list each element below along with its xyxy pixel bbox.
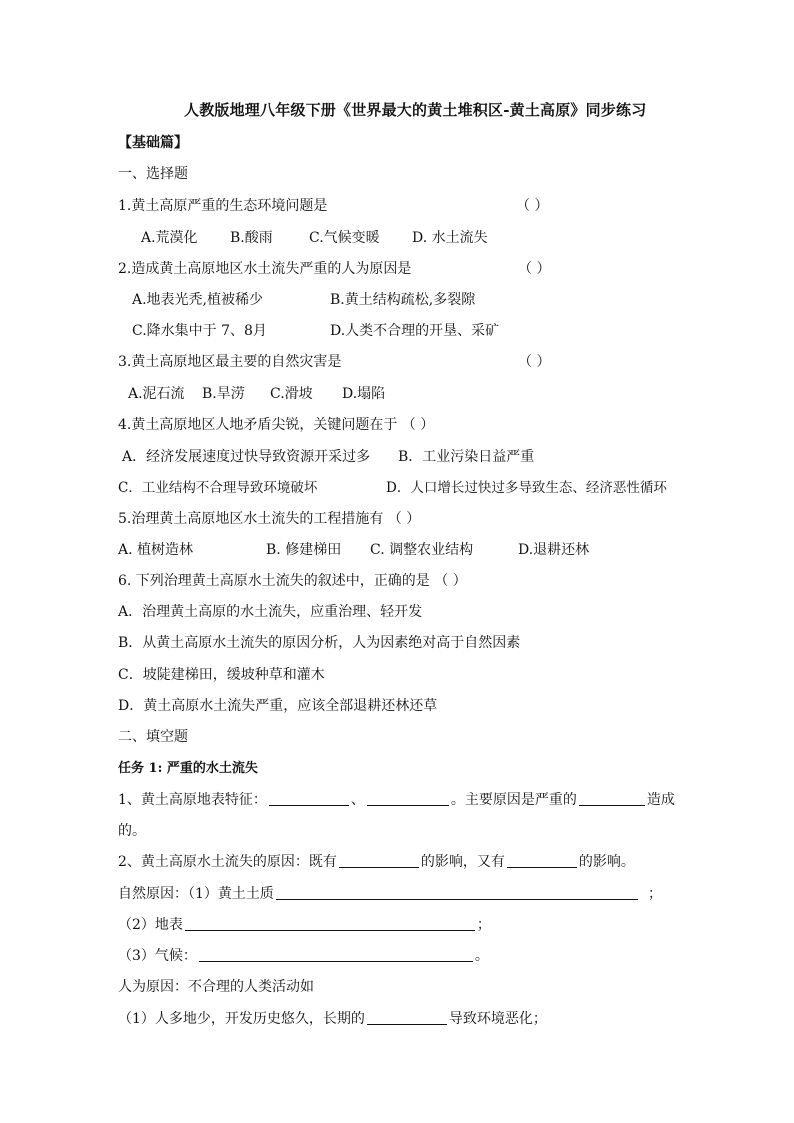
q3-option-c: C.滑坡 — [270, 386, 313, 402]
fill2-blank-2[interactable] — [507, 853, 577, 868]
q4-option-c: C．工业结构不合理导致环境破坏 — [118, 480, 318, 496]
fill1-text-a: 1、黄土高原地表特征： — [118, 792, 267, 808]
q3-option-b: B.旱涝 — [202, 386, 245, 402]
q6-option-a: A．治理黄土高原的水土流失，应重治理、轻开发 — [118, 604, 423, 620]
fill1-text-c: 造成 — [646, 792, 675, 808]
q4-stem: 4.黄土高原地区人地矛盾尖锐，关键问题在于 （ ） — [118, 417, 435, 433]
q2-option-b: B.黄土结构疏松,多裂隙 — [330, 292, 476, 308]
fill2-text-b: 的影响，又有 — [420, 854, 505, 870]
q4-option-d: D．人口增长过快过多导致生态、经济恶性循环 — [386, 480, 667, 496]
q4-option-a: A．经济发展速度过快导致资源开采过多 — [122, 449, 371, 465]
q5-option-d: D.退耕还林 — [518, 542, 590, 558]
human-cause-line: 人为原因：不合理的人类活动如 — [118, 979, 314, 995]
q1-option-c: C.气候变暖 — [309, 230, 380, 246]
fill1-blank-2[interactable] — [367, 791, 449, 806]
natural-cause-line — [118, 885, 640, 903]
q5-option-b: B. 修建梯田 — [266, 542, 342, 558]
natural-blank-2[interactable] — [185, 916, 475, 931]
fill1-sep: 、 — [350, 792, 365, 808]
fill1-blank-3[interactable] — [579, 791, 645, 806]
q1-option-a: A.荒漠化 — [141, 230, 198, 246]
q1-option-d: D. 水土流失 — [412, 230, 488, 246]
q1-paren: （ ） — [516, 198, 549, 214]
natural-semi: ； — [648, 886, 662, 902]
q5-option-c: C. 调整农业结构 — [370, 542, 474, 558]
q6-option-d: D．黄土高原水土流失严重，应该全部退耕还林还草 — [118, 698, 438, 714]
q2-paren: （ ） — [518, 261, 551, 277]
natural-2-end: ； — [476, 917, 491, 933]
fill1-text-b: 。主要原因是严重的 — [450, 792, 577, 808]
q4-option-b: B．工业污染日益严重 — [398, 449, 535, 465]
human-1-text: （1）人多地少，开发历史悠久，长期的 — [118, 1011, 365, 1027]
q3-option-d: D.塌陷 — [342, 386, 386, 402]
fill2-text-c: 的影响。 — [578, 854, 635, 870]
fill1-cont: 的。 — [118, 823, 146, 839]
fill2-line — [118, 853, 635, 871]
q2-stem: 2.造成黄土高原地区水土流失严重的人为原因是 — [118, 261, 412, 277]
natural-2-line — [118, 916, 491, 934]
natural-2-text: （2）地表 — [118, 917, 183, 933]
q2-option-c: C.降水集中于 7、8月 — [132, 323, 267, 339]
fill1-blank-1[interactable] — [269, 791, 349, 806]
q5-option-a: A. 植树造林 — [118, 542, 194, 558]
q1-stem: 1.黄土高原严重的生态环境问题是 — [118, 198, 328, 214]
section-basic: 【基础篇】 — [118, 135, 188, 151]
q3-stem: 3.黄土高原地区最主要的自然灾害是 — [118, 354, 342, 370]
section-choice: 一、选择题 — [118, 166, 188, 182]
q2-option-a: A.地表光秃,植被稀少 — [132, 292, 264, 308]
q3-option-a: A.泥石流 — [128, 386, 185, 402]
q2-option-d: D.人类不合理的开垦、采矿 — [330, 323, 500, 339]
natural-3-end: 。 — [474, 948, 489, 964]
q5-stem: 5.治理黄土高原地区水土流失的工程措施有 （ ） — [118, 511, 421, 527]
natural-blank-3[interactable] — [199, 947, 473, 962]
human-1-end: 导致环境恶化； — [448, 1011, 547, 1027]
fill1-line — [118, 791, 675, 809]
section-fill: 二、填空题 — [118, 729, 188, 745]
human-blank-1[interactable] — [367, 1010, 447, 1025]
fill2-blank-1[interactable] — [339, 853, 419, 868]
q6-option-b: B．从黄土高原水土流失的原因分析，人为因素绝对高于自然因素 — [118, 635, 521, 651]
q3-paren: （ ） — [518, 354, 551, 370]
natural-3-line — [118, 947, 489, 965]
human-1-line — [118, 1010, 547, 1028]
q1-option-b: B.酸雨 — [230, 230, 273, 246]
page-title: 人教版地理八年级下册《世界最大的黄土堆积区-黄土高原》同步练习 — [184, 101, 647, 119]
natural-cause-text: 自然原因：（1）黄土土质 — [118, 886, 274, 902]
q6-option-c: C．坡陡建梯田，缓坡种草和灌木 — [118, 667, 325, 683]
natural-3-text: （3）气候： — [118, 948, 197, 964]
q6-stem: 6. 下列治理黄土高原水土流失的叙述中，正确的是 （ ） — [118, 573, 467, 589]
task1-label: 任务 1: 严重的水土流失 — [118, 761, 258, 776]
natural-blank-1[interactable] — [276, 885, 638, 900]
fill2-text-a: 2、黄土高原水土流失的原因：既有 — [118, 854, 337, 870]
